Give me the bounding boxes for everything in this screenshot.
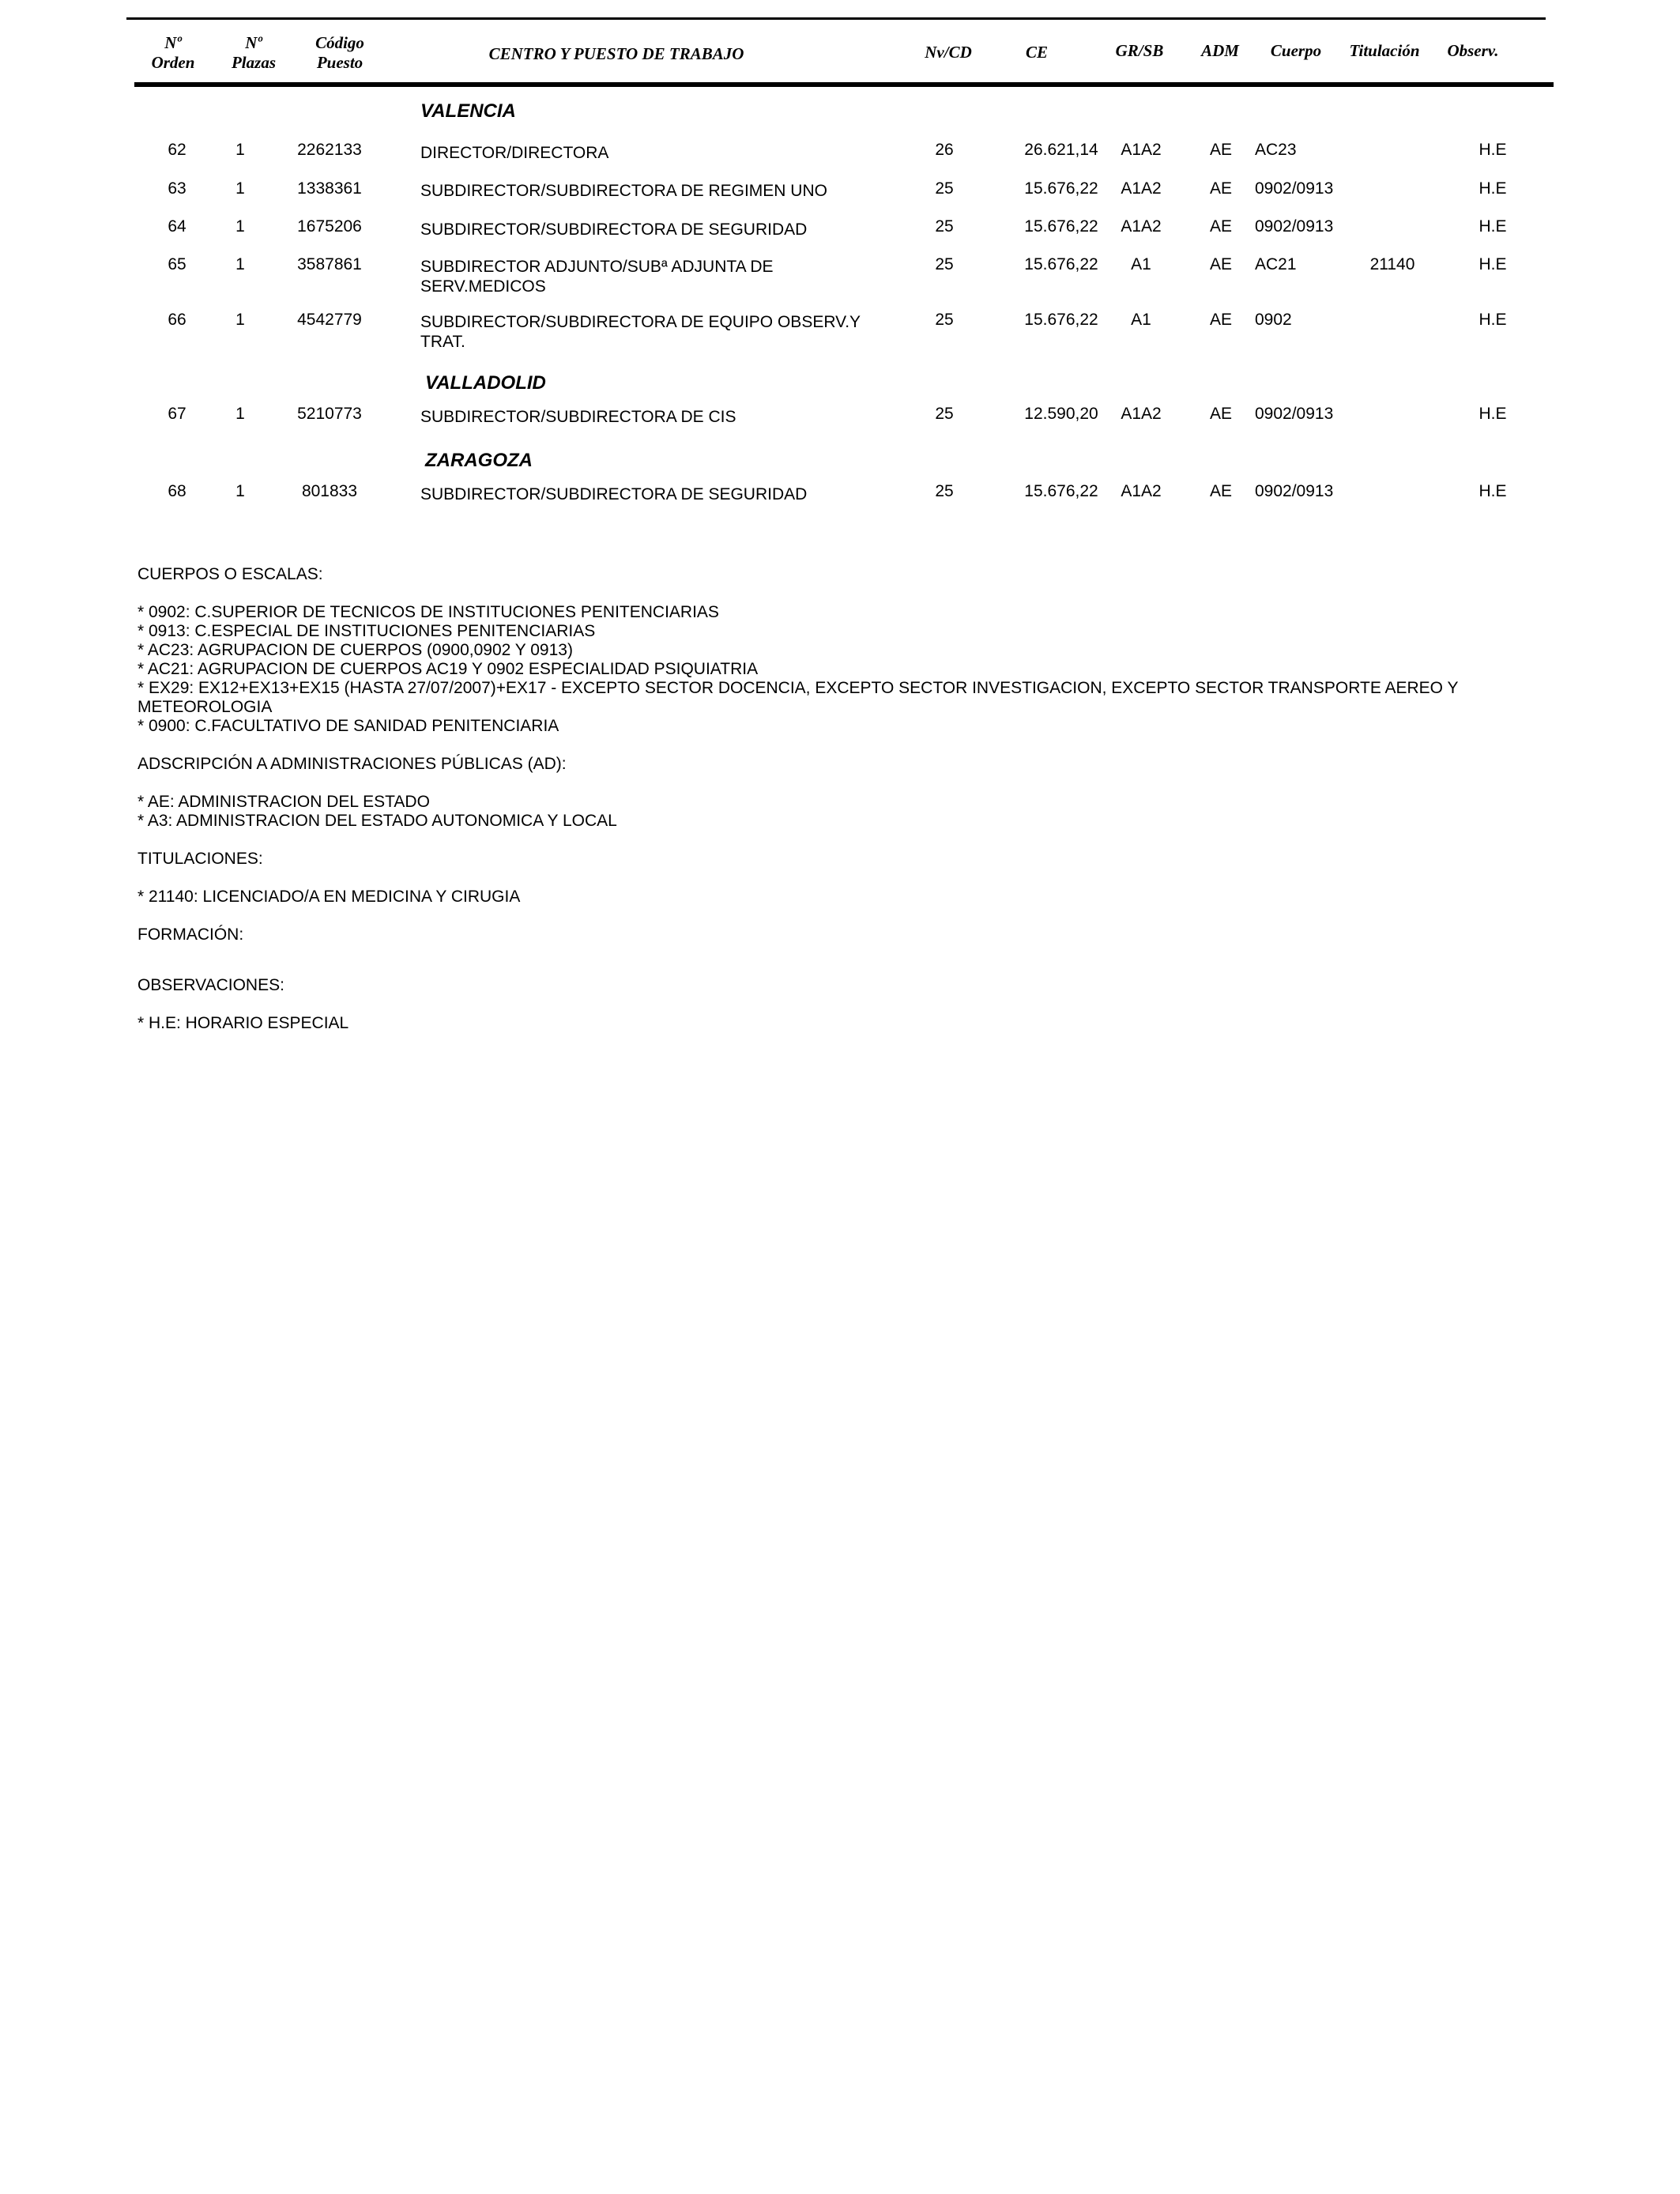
cell-grsb: A1A2 (1121, 141, 1162, 159)
col-header-grsb: GR/SB (1115, 41, 1164, 60)
legend (137, 565, 1481, 1033)
cell-grsb: A1A2 (1121, 179, 1162, 198)
cell-codigo: 2262133 (297, 141, 362, 159)
cell-observ: H.E (1478, 311, 1507, 329)
legend-cuerpos-item: * 0900: C.FACULTATIVO DE SANIDAD PENITENCIARIA (137, 717, 559, 735)
cell-cuerpo: 0902/0913 (1255, 405, 1334, 423)
cell-nvcd: 25 (935, 179, 954, 198)
cell-grsb: A1A2 (1121, 405, 1162, 423)
cell-adm: AE (1209, 217, 1232, 236)
legend-cuerpos-item: * AC23: AGRUPACION DE CUERPOS (0900,0902 Y 0913) (137, 641, 573, 659)
cell-orden: 65 (168, 255, 186, 273)
cell-puesto: DIRECTOR/DIRECTORA (420, 144, 609, 162)
cell-cuerpo: AC23 (1255, 141, 1297, 159)
cell-nvcd: 25 (935, 311, 954, 329)
cell-cuerpo: 0902/0913 (1255, 217, 1334, 236)
legend-observaciones-title: OBSERVACIONES: (137, 976, 284, 994)
cell-orden: 64 (168, 217, 186, 236)
legend-observaciones-item: * H.E: HORARIO ESPECIAL (137, 1014, 349, 1032)
cell-plazas: 1 (235, 482, 245, 500)
col-header-observ: Observ. (1447, 41, 1499, 60)
cell-observ: H.E (1478, 217, 1507, 236)
cell-puesto: SUBDIRECTOR/SUBDIRECTORA DE SEGURIDAD (420, 221, 808, 239)
legend-formacion-title: FORMACIÓN: (137, 925, 244, 944)
col-header-plazas: Nº Plazas (231, 33, 276, 72)
cell-plazas: 1 (235, 217, 245, 236)
cell-puesto: SUBDIRECTOR/SUBDIRECTORA DE REGIMEN UNO (420, 182, 827, 200)
legend-adscripcion-title: ADSCRIPCIÓN A ADMINISTRACIONES PÚBLICAS (AD): (137, 755, 567, 773)
header-bottom-rule (134, 82, 1554, 87)
cell-nvcd: 26 (935, 141, 954, 159)
header-top-rule (126, 17, 1546, 20)
cell-nvcd: 25 (935, 482, 954, 500)
cell-plazas: 1 (235, 405, 245, 423)
cell-adm: AE (1209, 179, 1232, 198)
legend-cuerpos-title: CUERPOS O ESCALAS: (137, 565, 323, 583)
cell-puesto: SUBDIRECTOR/SUBDIRECTORA DE SEGURIDAD (420, 485, 808, 503)
city-heading: ZARAGOZA (425, 450, 533, 471)
cell-adm: AE (1209, 405, 1232, 423)
legend-cuerpos-item: * AC21: AGRUPACION DE CUERPOS AC19 Y 0902 ESPECIALIDAD PSIQUIATRIA (137, 660, 759, 678)
cell-codigo: 801833 (301, 482, 358, 500)
cell-puesto: SUBDIRECTOR/SUBDIRECTORA DE CIS (420, 408, 736, 426)
cell-ce: 15.676,22 (1024, 482, 1098, 500)
cell-codigo: 5210773 (297, 405, 362, 423)
cell-grsb: A1A2 (1121, 482, 1162, 500)
cell-ce: 26.621,14 (1024, 141, 1098, 159)
cell-cuerpo: AC21 (1255, 255, 1297, 273)
cell-orden: 63 (168, 179, 186, 198)
cell-ce: 15.676,22 (1024, 179, 1098, 198)
cell-observ: H.E (1478, 482, 1507, 500)
cell-observ: H.E (1478, 141, 1507, 159)
cell-codigo: 1338361 (297, 179, 362, 198)
col-header-orden: Nº Orden (151, 33, 195, 72)
cell-plazas: 1 (235, 179, 245, 198)
col-header-cuerpo: Cuerpo (1270, 41, 1322, 60)
cell-plazas: 1 (235, 311, 245, 329)
city-heading: VALENCIA (420, 100, 516, 122)
legend-adscripcion-item: * AE: ADMINISTRACION DEL ESTADO (137, 793, 430, 811)
cell-cuerpo: 0902/0913 (1255, 179, 1334, 198)
cell-codigo: 4542779 (297, 311, 362, 329)
col-header-codigo: Código Puesto (315, 33, 364, 72)
cell-plazas: 1 (235, 141, 245, 159)
cell-nvcd: 25 (935, 255, 954, 273)
cell-codigo: 1675206 (297, 217, 362, 236)
cell-adm: AE (1209, 482, 1232, 500)
legend-cuerpos-item: * EX29: EX12+EX13+EX15 (HASTA 27/07/2007)+EX17 - EXCEPTO SECTOR DOCENCIA, EXCEPTO SECTOR INVESTIGACION, EXCEPTO SECTOR TRANSPORTE AEREO Y METEOROLOGIA (137, 679, 1459, 716)
cell-nvcd: 25 (935, 405, 954, 423)
cell-ce: 15.676,22 (1024, 311, 1098, 329)
legend-cuerpos-item: * 0913: C.ESPECIAL DE INSTITUCIONES PENITENCIARIAS (137, 622, 596, 640)
legend-cuerpos-item: * 0902: C.SUPERIOR DE TECNICOS DE INSTITUCIONES PENITENCIARIAS (137, 603, 719, 621)
cell-orden: 67 (168, 405, 186, 423)
cell-grsb: A1 (1131, 255, 1151, 273)
col-header-centro: CENTRO Y PUESTO DE TRABAJO (488, 44, 744, 63)
cell-adm: AE (1209, 141, 1232, 159)
cell-nvcd: 25 (935, 217, 954, 236)
col-header-adm: ADM (1201, 41, 1239, 60)
cell-grsb: A1 (1131, 311, 1151, 329)
cell-orden: 66 (168, 311, 186, 329)
cell-adm: AE (1209, 255, 1232, 273)
cell-cuerpo: 0902/0913 (1255, 482, 1334, 500)
cell-titulacion: 21140 (1369, 255, 1415, 273)
cell-puesto: SUBDIRECTOR ADJUNTO/SUBª ADJUNTA DE SERV.MEDICOS (420, 258, 774, 296)
cell-observ: H.E (1478, 179, 1507, 198)
legend-titulaciones-title: TITULACIONES: (137, 850, 263, 868)
col-header-nvcd: Nv/CD (925, 43, 972, 62)
cell-grsb: A1A2 (1121, 217, 1162, 236)
cell-cuerpo: 0902 (1255, 311, 1292, 329)
cell-puesto: SUBDIRECTOR/SUBDIRECTORA DE EQUIPO OBSERV.Y TRAT. (420, 313, 861, 351)
col-header-ce: CE (1025, 43, 1048, 62)
cell-plazas: 1 (235, 255, 245, 273)
cell-orden: 68 (168, 482, 186, 500)
cell-adm: AE (1209, 311, 1232, 329)
cell-ce: 15.676,22 (1024, 255, 1098, 273)
cell-ce: 15.676,22 (1024, 217, 1098, 236)
legend-titulaciones-item: * 21140: LICENCIADO/A EN MEDICINA Y CIRUGIA (137, 888, 521, 906)
legend-adscripcion-item: * A3: ADMINISTRACION DEL ESTADO AUTONOMICA Y LOCAL (137, 812, 617, 830)
city-heading: VALLADOLID (425, 372, 546, 394)
cell-observ: H.E (1478, 405, 1507, 423)
cell-codigo: 3587861 (297, 255, 362, 273)
cell-orden: 62 (168, 141, 186, 159)
col-header-titulacion: Titulación (1349, 41, 1420, 60)
cell-ce: 12.590,20 (1024, 405, 1098, 423)
cell-observ: H.E (1478, 255, 1507, 273)
